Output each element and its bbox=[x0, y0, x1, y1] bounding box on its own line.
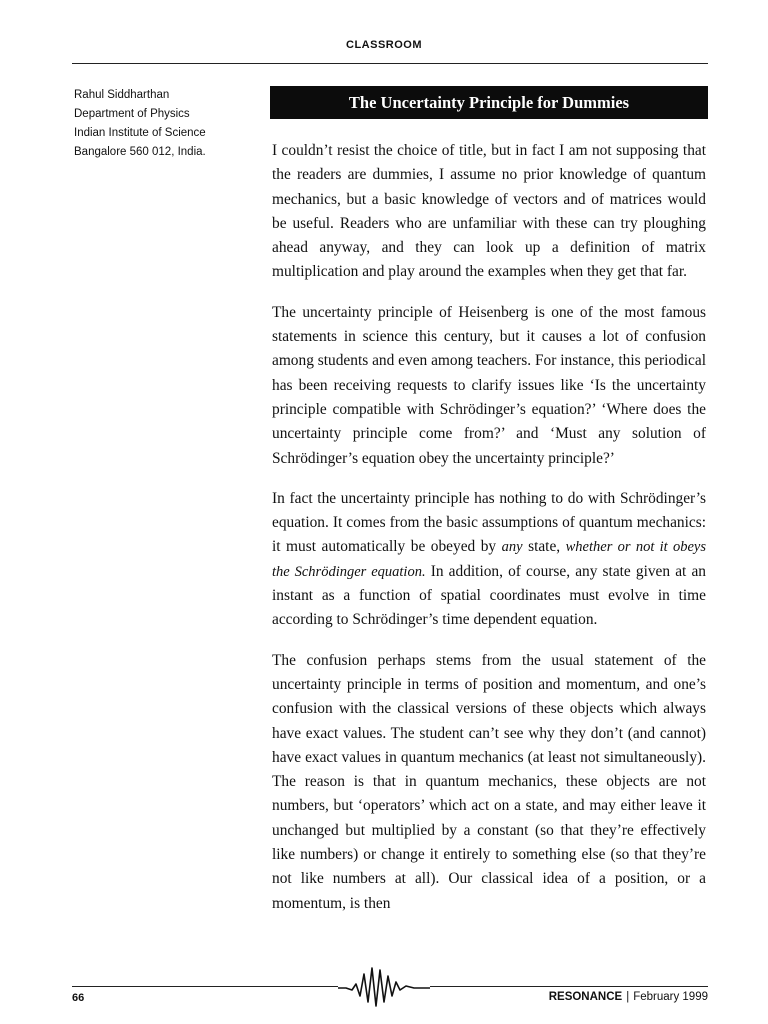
paragraph-3-italic: whether or not it obeys the Schrödinger equation. bbox=[272, 539, 706, 580]
author-name: Rahul Siddharthan bbox=[74, 89, 170, 101]
paragraph-3-text-a: In fact the uncertainty principle has nothing to do with Schrödinger’s equation. It comes from the basic assumptions of quantum mechanics: it must automatically be obeyed by bbox=[272, 489, 706, 556]
author-address: Bangalore 560 012, India. bbox=[74, 146, 206, 158]
section-label: CLASSROOM bbox=[346, 39, 422, 51]
article-body bbox=[272, 139, 706, 932]
article-title bbox=[270, 86, 708, 119]
author-block bbox=[74, 86, 264, 162]
paragraph-2: The uncertainty principle of Heisenberg is one of the most famous statements in science this century, but it causes a lot of confusion among students and even among teachers. For instance, this periodical has been receiving requests to clarify issues like ‘Is the uncertainty principle compatible with Schrödinger’s equation?’ ‘Where does the uncertainty principle come from?’ and ‘Must any solution of Schrödinger’s equation obey the uncertainty principle?’ bbox=[272, 303, 706, 467]
paragraph-3 bbox=[272, 487, 706, 633]
paragraph-3-any: any bbox=[501, 539, 523, 556]
issue-date: February 1999 bbox=[633, 991, 708, 1003]
author-institute: Indian Institute of Science bbox=[74, 127, 206, 139]
journal-footer bbox=[549, 991, 708, 1003]
footer-separator: | bbox=[626, 991, 630, 1003]
paragraph-4: The confusion perhaps stems from the usual statement of the uncertainty principle in terms of position and momentum, and one’s confusion with the classical versions of these objects which always have exact values. The student can’t see why they don’t (and cannot) have exact values in quantum mechanics (at least not simultaneously). The reason is that in quantum mechanics, these objects are not numbers, but ‘operators’ which act on a state, and may either leave it unchanged but multiplied by a constant (so that they’re effectively like numbers) or change it entirely to something else (so that they’re not like numbers at all). Our classical idea of a position, or a momentum, is then bbox=[272, 651, 706, 912]
paragraph-3-text-c: In addition, of course, any state given at an instant as a function of spatial coordinates must evolve in time according to Schrödinger’s time dependent equation. bbox=[272, 562, 706, 629]
waveform-logo bbox=[338, 962, 430, 1010]
page-number: 66 bbox=[72, 992, 85, 1004]
header-rule bbox=[72, 63, 708, 64]
journal-name: RESONANCE bbox=[548, 991, 623, 1003]
paragraph-3-text-b: state, bbox=[522, 538, 566, 556]
author-department: Department of Physics bbox=[74, 108, 190, 120]
paragraph-1: I couldn’t resist the choice of title, but in fact I am not supposing that the readers are dummies, I assume no prior knowledge of quantum mechanics, but a basic knowledge of vectors and of matrices would be useful. Readers who are unfamiliar with these can try ploughing ahead anyway, and they can look up a definition of matrix multiplication and play around the examples when they get that far. bbox=[272, 142, 706, 281]
article-title-text: The Uncertainty Principle for Dummies bbox=[348, 92, 630, 112]
